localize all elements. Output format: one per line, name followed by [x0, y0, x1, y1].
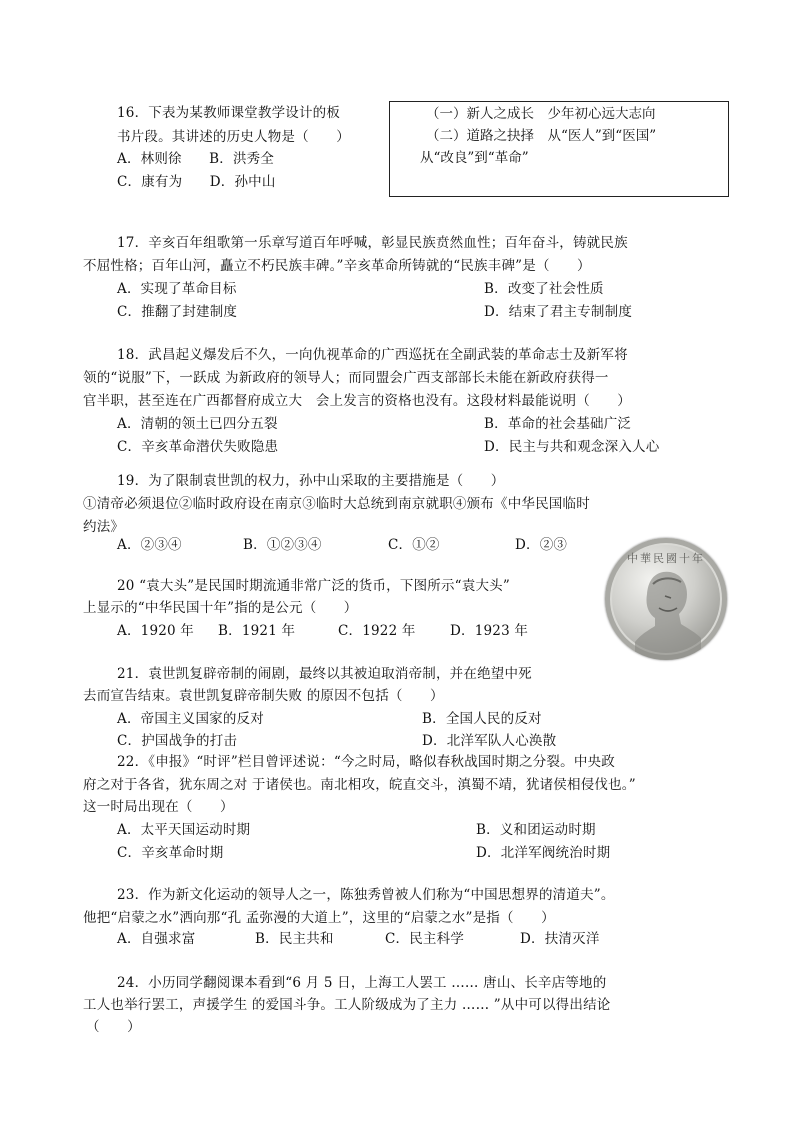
q23-stem-line-1: 23．作为新文化运动的领导人之一，陈独秀曾被人们称为“中国思想界的清道夫”。 — [117, 887, 615, 903]
q19-option-d: D．②③ — [515, 537, 568, 553]
q20-option-a: A．1920 年 — [117, 623, 194, 639]
q24-stem-line-2: 工人也举行罢工，声援学生 的爱国斗争。工人阶级成为了主力 …… ”从中可以得出结论 — [83, 997, 611, 1013]
q21-option-b: B．全国人民的反对 — [422, 711, 542, 727]
q20-option-b: B．1921 年 — [218, 623, 296, 639]
q21-stem-line-1: 21．袁世凯复辟帝制的闹剧，最终以其被迫取消帝制，并在绝望中死 — [117, 666, 532, 682]
q17-option-c: C．推翻了封建制度 — [117, 304, 238, 320]
q23-option-d: D．扶清灭洋 — [520, 931, 600, 947]
coin-portrait-icon — [605, 538, 727, 660]
q24-stem-line-1: 24．小历同学翻阅课本看到“6 月 5 日，上海工人罢工 …… 唐山、长辛店等地的 — [117, 975, 607, 991]
q18-option-c: C．辛亥革命潜伏失败隐患 — [117, 439, 279, 455]
q17-stem-line-1: 17．辛亥百年组歌第一乐章写道百年呼喊，彰显民族贲然血性；百年奋斗，铸就民族 — [117, 235, 628, 251]
q16-options-ab: A．林则徐 B．洪秀全 — [117, 151, 275, 167]
q22-option-d: D．北洋军阀统治时期 — [476, 845, 611, 861]
box-line-1: （一）新人之成长 少年初心远大志向 — [426, 106, 656, 122]
q20-stem-line-1: 20 “袁大头”是民国时期流通非常广泛的货币，下图所示“袁大头” — [117, 578, 510, 594]
q18-option-a: A．清朝的领土已四分五裂 — [117, 416, 278, 432]
q18-option-b: B．革命的社会基础广泛 — [484, 416, 632, 432]
q21-option-d: D．北洋军队人心涣散 — [422, 733, 557, 749]
yuan-datou-coin-image — [605, 538, 727, 660]
q23-stem-line-2: 他把“启蒙之水”洒向那“孔 孟弥漫的大道上”，这里的“启蒙之水”是指（ ） — [83, 910, 555, 926]
q22-option-c: C．辛亥革命时期 — [117, 845, 224, 861]
q16-options-cd: C．康有为 D．孙中山 — [117, 174, 276, 190]
q22-stem-line-3: 这一时局出现在（ ） — [83, 799, 234, 815]
box-line-2: （二）道路之抉择 从“医人”到“医国” — [426, 128, 657, 144]
q22-stem-line-1: 22．《申报》“时评”栏目曾评述说：“今之时局，略似春秋战国时期之分裂。中央政 — [117, 754, 615, 770]
q23-option-b: B．民主共和 — [255, 931, 334, 947]
q22-option-a: A．太平天国运动时期 — [117, 822, 251, 838]
q17-option-d: D．结束了君主专制制度 — [484, 304, 633, 320]
q18-stem-line-2: 领的“说服”下，一跃成 为新政府的领导人；而同盟会广西支部部长未能在新政府获得一 — [83, 370, 609, 386]
q18-stem-line-3: 官半职，甚至连在广西都督府成立大 会上发言的资格也没有。这段材料最能说明（ ） — [83, 393, 631, 409]
q17-option-b: B．改变了社会性质 — [484, 281, 604, 297]
q21-option-a: A．帝国主义国家的反对 — [117, 711, 264, 727]
q22-option-b: B．义和团运动时期 — [476, 822, 596, 838]
q24-stem-line-3: （ ） — [86, 1019, 141, 1035]
q16-stem-line-1: 16．下表为某教师课堂教学设计的板 — [117, 105, 341, 121]
q19-stem-line-1: 19．为了限制袁世凯的权力，孙中山采取的主要措施是（ ） — [117, 473, 505, 489]
q16-stem-line-2: 书片段。其讲述的历史人物是（ ） — [117, 129, 350, 145]
q19-option-a: A．②③④ — [117, 537, 182, 553]
q19-option-b: B．①②③④ — [243, 537, 322, 553]
blackboard-design-box — [389, 101, 729, 197]
box-line-3: 从“改良”到“革命” — [420, 150, 529, 166]
q17-stem-line-2: 不屈性格；百年山河，矗立不朽民族丰碑。”辛亥革命所铸就的“民族丰碑”是（ ） — [83, 258, 591, 274]
q20-option-d: D．1923 年 — [450, 623, 529, 639]
q21-stem-line-2: 去而宣告结束。袁世凯复辟帝制失败 的原因不包括（ ） — [83, 688, 444, 704]
q18-option-d: D．民主与共和观念深入人心 — [484, 439, 660, 455]
q19-stem-line-2: ①清帝必须退位②临时政府设在南京③临时大总统到南京就职④颁布《中华民国临时 — [83, 496, 590, 512]
q23-option-c: C．民主科学 — [385, 931, 465, 947]
q18-stem-line-1: 18．武昌起义爆发后不久，一向仇视革命的广西巡抚在全副武装的革命志士及新军将 — [117, 347, 628, 363]
q17-option-a: A．实现了革命目标 — [117, 281, 237, 297]
q23-option-a: A．自强求富 — [117, 931, 196, 947]
coin-inscription: 中華民國十年 — [627, 552, 705, 565]
q20-stem-line-2: 上显示的“中华民国十年”指的是公元（ ） — [83, 600, 358, 616]
q19-stem-line-3: 约法》 — [83, 519, 125, 535]
q21-option-c: C．护国战争的打击 — [117, 733, 238, 749]
q20-option-c: C．1922 年 — [338, 623, 416, 639]
q19-option-c: C．①② — [388, 537, 440, 553]
q22-stem-line-2: 府之对于各省，犹东周之对 于诸侯也。南北相攻，皖直交斗，滇蜀不靖，犹诸侯相侵伐也。” — [83, 777, 636, 793]
